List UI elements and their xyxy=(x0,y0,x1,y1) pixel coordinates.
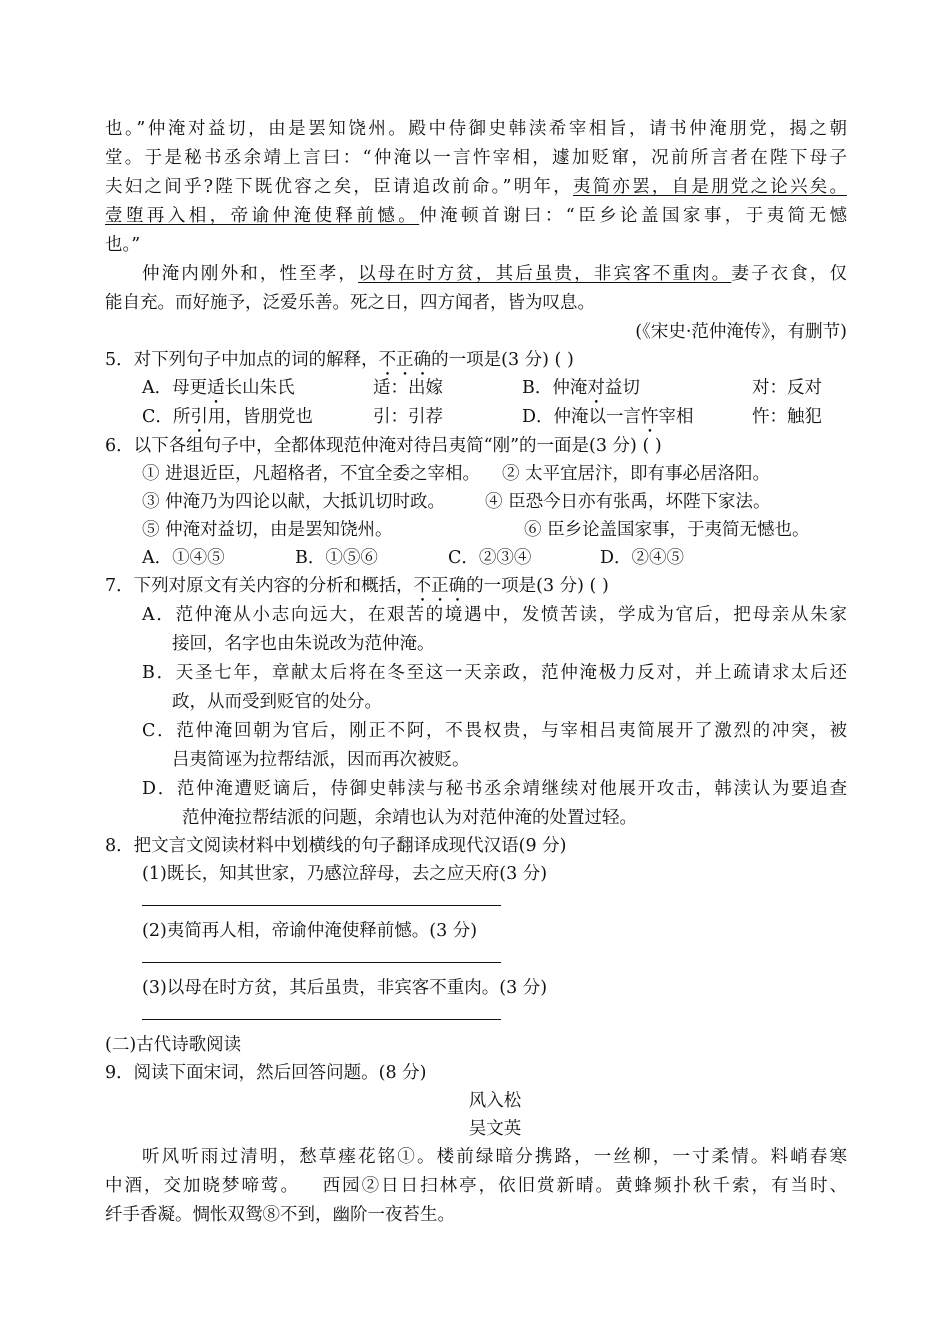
option-text: 用，皆朋党也 xyxy=(207,407,313,427)
q8-part-3: (3)以母在时方贫，其后虽贵，非宾客不重肉。(3 分) xyxy=(142,978,548,998)
q6-option-b[interactable]: B．①⑤⑥ xyxy=(295,548,378,568)
q7-option-b-line-1[interactable]: B．天圣七年，章献太后将在冬至这一天亲政，范仲淹极力反对，并上疏请求太后还 xyxy=(142,663,847,683)
answer-line-2[interactable] xyxy=(142,962,501,963)
passage-para-2 xyxy=(142,262,847,286)
answer-line-1[interactable] xyxy=(142,905,501,906)
q7-option-d-line-1[interactable]: D．范仲淹遭贬谪后，侍御史韩渎与秘书丞余靖继续对他展开攻击，韩渎认为要追查 xyxy=(142,779,847,799)
q6-option-a[interactable]: A．①④⑤ xyxy=(142,548,225,568)
q7-option-a-line-2: 接回，名字也由朱说改为范仲淹。 xyxy=(172,634,435,654)
passage-line-3 xyxy=(105,175,847,199)
stem-text: 5．对下列句子中加点的词的解释， xyxy=(105,350,379,370)
passage-text: 仲淹内刚外和，性至孝， xyxy=(142,264,359,284)
option-text: 宰相 xyxy=(658,407,694,427)
option-label: A．母更 xyxy=(142,378,208,398)
q6-option-c[interactable]: C．②③④ xyxy=(448,548,532,568)
question-7-stem xyxy=(105,574,609,606)
underlined-sentence-2b: 壹堕再入相，帝谕仲淹使释前憾。 xyxy=(105,206,420,226)
underlined-sentence-2a: 夷简亦罢，自是朋党之论兴矣。 xyxy=(572,177,848,197)
q5-option-d[interactable] xyxy=(522,405,694,437)
q6-option-d[interactable]: D．②④⑤ xyxy=(600,548,685,568)
q5-option-c[interactable] xyxy=(142,405,313,437)
q5-option-a[interactable] xyxy=(142,376,295,408)
poem-title: 风入松 xyxy=(468,1091,522,1111)
passage-line-2: 堂。于是秘书丞余靖上言曰：“仲淹以一言忤宰相，遽加贬窜，况前所言者在陛下母子 xyxy=(105,148,847,168)
passage-text: 夫妇之间乎?陛下既优容之矣，臣请追改前命。”明年， xyxy=(105,177,573,197)
q8-part-2: (2)夷简再人相，帝谕仲淹使释前憾。(3 分) xyxy=(142,921,478,941)
poem-author: 吴文英 xyxy=(468,1119,522,1139)
dotted-emphasis: 不正确 xyxy=(413,576,467,596)
underlined-sentence-3: 以母在时方贫，其后虽贵，非宾客不重肉。 xyxy=(358,264,732,284)
q5-option-b-explain: 对：反对 xyxy=(752,378,822,398)
dotted-word: 忤 xyxy=(641,407,659,427)
q7-option-b-line-2: 政，从而受到贬官的处分。 xyxy=(172,692,382,712)
dotted-word: 适 xyxy=(207,378,225,398)
passage-line-1: 也。”仲淹对益切，由是罢知饶州。殿中侍御史韩渎希宰相旨，请书仲淹朋党，揭之朝 xyxy=(105,119,847,139)
q6-sentence-6: ⑥ 臣乡论盖国家事，于夷简无憾也。 xyxy=(524,520,810,540)
q6-sentence-1: ① 进退近臣，凡超格者，不宜全委之宰相。 xyxy=(142,464,481,484)
q7-option-d-line-2: 范仲淹拉帮结派的问题，余靖也认为对范仲淹的处置过轻。 xyxy=(182,808,637,828)
q7-option-a-line-1[interactable]: A．范仲淹从小志向远大，在艰苦的境遇中，发愤苦读，学成为官后，把母亲从朱家 xyxy=(142,605,847,625)
passage-text: 妻子衣食，仅 xyxy=(731,264,848,284)
dotted-emphasis: 不正确 xyxy=(378,350,432,370)
q7-option-c-line-2: 吕夷简诬为拉帮结派，因而再次被贬。 xyxy=(172,750,470,770)
q5-option-c-explain: 引：引荐 xyxy=(373,407,443,427)
passage-para-2-line-2: 能自充。而好施予，泛爱乐善。死之日，四方闻者，皆为叹息。 xyxy=(105,293,595,313)
option-label: D．仲淹以一言 xyxy=(522,407,642,427)
option-label: C．所 xyxy=(142,407,191,427)
option-text: 益切 xyxy=(604,378,640,398)
passage-line-5: 也。” xyxy=(105,235,141,255)
section-heading: (二)古代诗歌阅读 xyxy=(105,1035,242,1055)
passage-text: 仲淹顿首谢曰：“臣乡论盖国家事，于夷简无憾 xyxy=(419,206,848,226)
q6-sentence-3: ③ 仲淹乃为四论以献，大抵讥切时政。 xyxy=(142,492,446,512)
source-citation: (《宋史·范仲淹传》，有删节) xyxy=(635,322,847,342)
q5-option-a-explain: 适：出嫁 xyxy=(373,378,443,398)
dotted-word: 引 xyxy=(190,407,208,427)
poem-line-3: 纤手香凝。惆怅双鸳⑧不到，幽阶一夜苔生。 xyxy=(105,1205,455,1225)
q6-sentence-4: ④ 臣恐今日亦有张禹，坏陛下家法。 xyxy=(485,492,771,512)
question-6-stem: 6．以下各组句子中，全都体现范仲淹对待吕夷简“刚”的一面是(3 分) ( ) xyxy=(105,436,662,456)
stem-text: 7．下列对原文有关内容的分析和概括， xyxy=(105,576,414,596)
dotted-word: 对 xyxy=(587,378,605,398)
stem-text: 的一项是(3 分) ( ) xyxy=(466,576,609,596)
option-text: 长山朱氏 xyxy=(224,378,295,398)
answer-line-3[interactable] xyxy=(142,1019,501,1020)
poem-line-2: 中酒，交加晓梦啼莺。 西园②日日扫林亭，依旧赏新晴。黄蜂频扑秋千索，有当时、 xyxy=(105,1176,847,1196)
q5-option-d-explain: 忤：触犯 xyxy=(752,407,822,427)
q6-sentence-5: ⑤ 仲淹对益切，由是罢知饶州。 xyxy=(142,520,393,540)
question-8-stem: 8．把文言文阅读材料中划横线的句子翻译成现代汉语(9 分) xyxy=(105,836,567,856)
poem-line-1: 听风听雨过清明，愁草瘗花铭①。楼前绿暗分携路，一丝柳，一寸柔情。料峭春寒 xyxy=(142,1147,847,1167)
q5-option-b[interactable] xyxy=(522,376,640,408)
stem-text: 的一项是(3 分) ( ) xyxy=(431,350,574,370)
question-9-stem: 9．阅读下面宋词，然后回答问题。(8 分) xyxy=(105,1063,427,1083)
q6-sentence-2: ② 太平宜居汴，即有事必居洛阳。 xyxy=(502,464,771,484)
q8-part-1: (1)既长，知其世家，乃感泣辞母，去之应天府(3 分) xyxy=(142,864,548,884)
q7-option-c-line-1[interactable]: C．范仲淹回朝为官后，刚正不阿，不畏权贵，与宰相吕夷简展开了激烈的冲突，被 xyxy=(142,721,847,741)
passage-line-4 xyxy=(105,204,847,228)
option-label: B．仲淹 xyxy=(522,378,588,398)
